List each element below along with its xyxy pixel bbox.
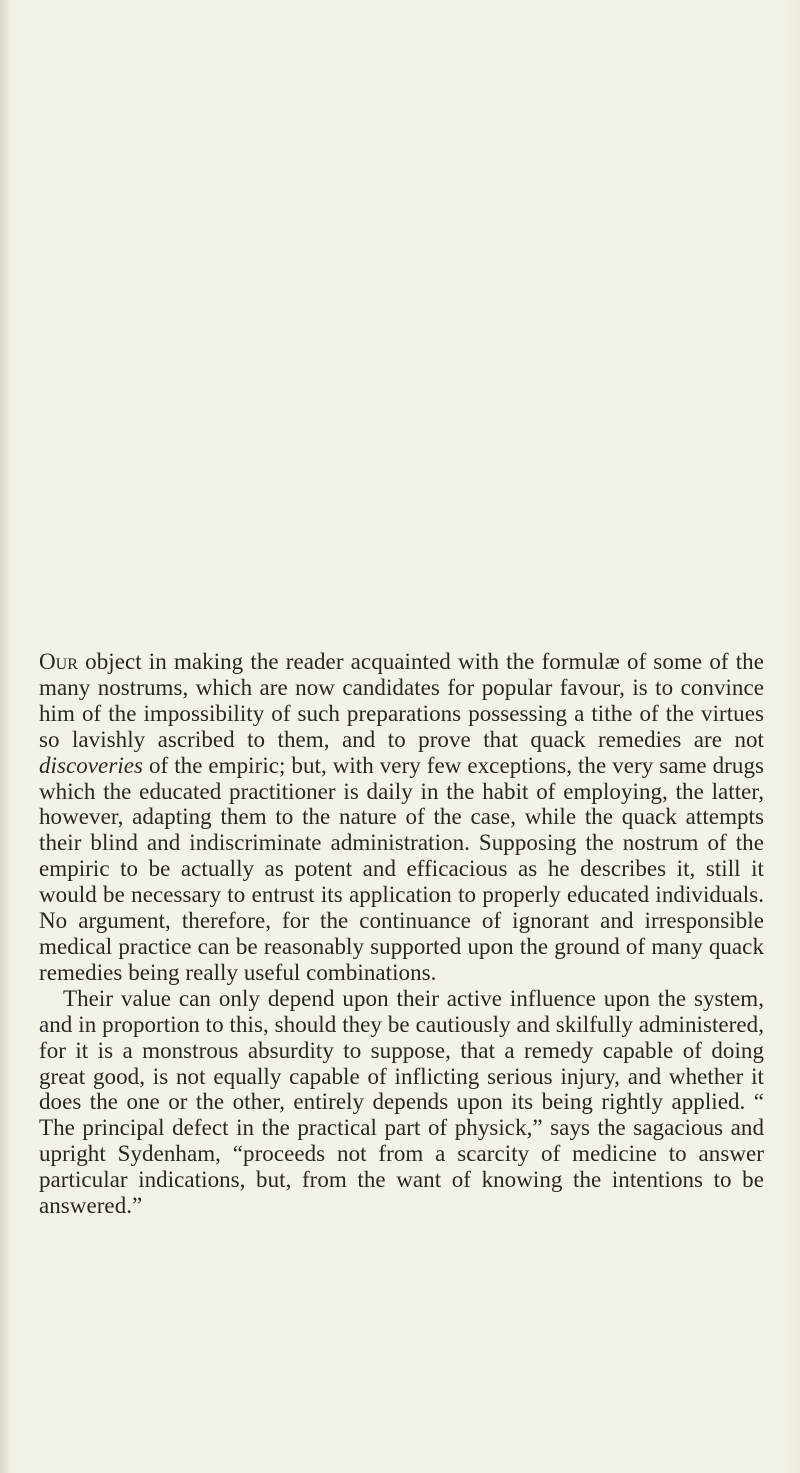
paragraph-2: Their value can only depend upon their active influence upon the system, and in proportion to this, should they be cautiously and skilfully administered, for it is a monstrous absurdity to suppose, that a remedy capable of doing great good, is not equally capable of inflicting serious injury, and whether it does the one or the other, entirely depends upon its being rightly applied. “ The principal defect in the practical part of physick,” says the sagacious and upright Sydenham, “proceeds not from a scarcity of medicine to answer particular indications, but, from the want of knowing the intentions to be answered.” [39,985,764,1219]
paragraph-1 [39,649,764,986]
opening-word: Our [39,649,78,674]
body-text [39,649,764,1219]
page-gutter-shadow [0,0,10,1473]
paragraph-1-text-b: of the empiric; but, with very few exceptions, the very same drugs which the educated practitioner is daily in the habit of employing, the latter, however, adapting them to the nature of the case, while the quack attempts their blind and indiscriminate administration. Supposing the nostrum of the empiric to be actually as potent and efficacious as he describes it, still it would be necessary to entrust its application to properly educated individuals. No argument, therefore, for the continuance of ignorant and irresponsible medical practice can be reasonably supported upon the ground of many quack remedies being really useful combinations. [39,752,764,985]
paragraph-1-text-a: object in making the reader acquainted with the formulæ of some of the many nostrums, which are now candidates for popular favour, is to convince him of the impossibility of such preparations possessing a tithe of the virtues so lavishly ascribed to them, and to prove that quack remedies are not [39,649,764,752]
italic-term: discoveries [39,752,144,778]
